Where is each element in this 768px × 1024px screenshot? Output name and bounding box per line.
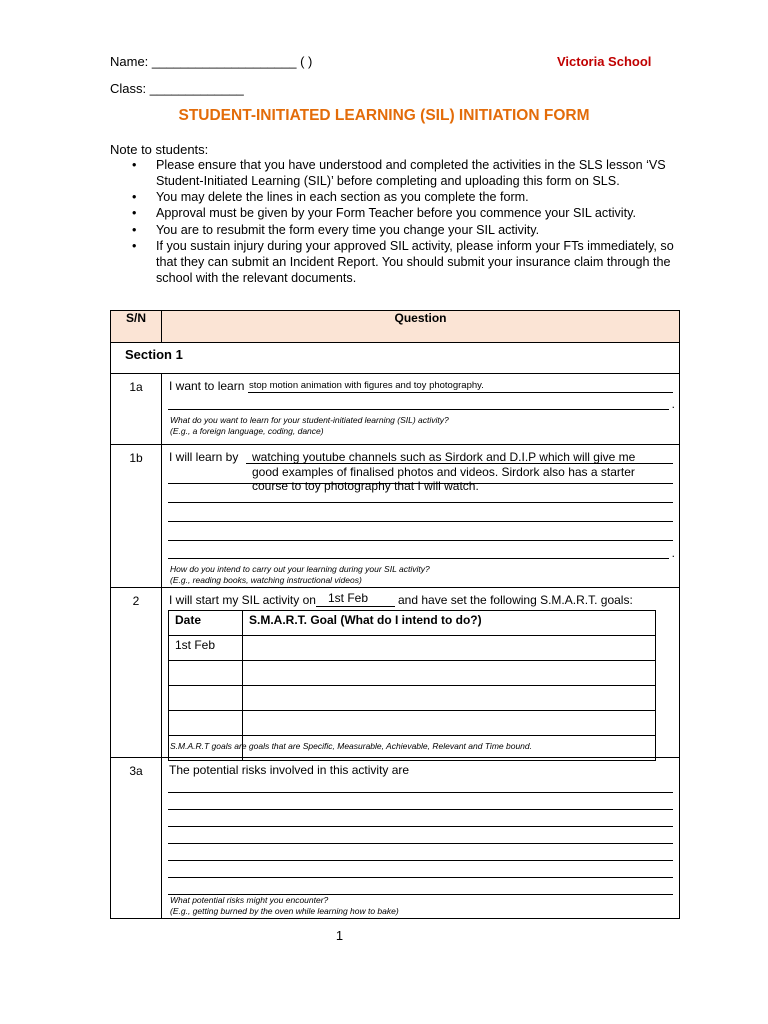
list-item: • Please ensure that you have understood and completed the activities in the SLS lesson ‘VS Student-Initiated Learning (SIL)’ before completing and uploading this form on SLS.	[132, 158, 666, 188]
school-name: Victoria School	[557, 54, 652, 69]
list-item: • Approval must be given by your Form Teacher before you commence your SIL activity.	[132, 206, 636, 221]
q1b-end-mark: .	[671, 546, 675, 560]
smart-goal-cell[interactable]	[243, 636, 656, 661]
list-item: • You are to resubmit the form every time you change your SIL activity.	[132, 222, 540, 237]
table-row	[169, 711, 656, 736]
q1a-prompt: I want to learn	[169, 379, 245, 393]
class-field-label: Class: _____________	[110, 81, 244, 96]
row-number-1a: 1a	[111, 374, 162, 445]
q1b-hint: How do you intend to carry out your learning during your SIL activity?	[170, 564, 430, 574]
column-header-question: Question	[162, 311, 680, 343]
bullet-icon: •	[132, 222, 137, 237]
form-title: STUDENT-INITIATED LEARNING (SIL) INITIATION FORM	[178, 107, 590, 124]
smart-date-cell[interactable]	[169, 711, 243, 736]
q1a-hint: What do you want to learn for your student-initiated learning (SIL) activity?	[170, 415, 449, 425]
sil-form-table	[110, 310, 680, 919]
list-item: • If you sustain injury during your approved SIL activity, please inform your FTs immediately, so that they can submit an Incident Report. You should submit your insurance claim through the school with the relevant documents.	[132, 238, 674, 285]
table-row	[169, 661, 656, 686]
q3a-hint: What potential risks might you encounter?	[170, 895, 329, 905]
page-number: 1	[335, 928, 344, 943]
smart-goal-cell[interactable]	[243, 661, 656, 686]
row-number-2: 2	[111, 588, 162, 758]
table-row	[111, 374, 680, 445]
smart-goals-table	[168, 610, 656, 761]
smart-header-goal: S.M.A.R.T. Goal (What do I intend to do?)	[243, 611, 656, 636]
table-row	[169, 686, 656, 711]
smart-date-cell[interactable]: 1st Feb	[169, 636, 243, 661]
table-row	[169, 636, 656, 661]
smart-goal-cell[interactable]	[243, 686, 656, 711]
q3a-prompt: The potential risks involved in this activity are	[169, 763, 410, 777]
q3a-hint-example: (E.g., getting burned by the oven while learning how to bake)	[170, 906, 399, 916]
q1a-answer[interactable]: stop motion animation with figures and toy photography.	[249, 380, 484, 391]
q2-prompt-continued: and have set the following S.M.A.R.T. goals:	[398, 593, 633, 607]
smart-goal-cell[interactable]	[243, 711, 656, 736]
section-1-heading: Section 1	[111, 343, 680, 374]
notes-heading: Note to students:	[110, 142, 209, 157]
row-number-3a: 3a	[111, 758, 162, 919]
table-row	[111, 445, 680, 588]
row-number-1b: 1b	[111, 445, 162, 588]
bullet-icon: •	[132, 158, 137, 172]
smart-date-cell[interactable]	[169, 686, 243, 711]
table-row	[111, 758, 680, 919]
smart-header-date: Date	[169, 611, 243, 636]
list-item: • You may delete the lines in each section as you complete the form.	[132, 190, 529, 205]
q1b-answer-line-2[interactable]: good examples of finalised photos and videos. Sirdork also has a starter	[252, 465, 635, 479]
q1a-hint-example: (E.g., a foreign language, coding, dance)	[170, 426, 324, 436]
q2-prompt: I will start my SIL activity on	[169, 593, 316, 607]
q2-hint: S.M.A.R.T goals are goals that are Specific, Measurable, Achievable, Relevant and Time bound.	[170, 741, 532, 751]
bullet-icon: •	[132, 190, 137, 205]
q1a-end-mark: .	[671, 397, 675, 411]
bullet-icon: •	[132, 206, 137, 221]
column-header-sn: S/N	[111, 311, 162, 343]
name-field-label: Name: ____________________ ( )	[110, 54, 313, 69]
notes-list	[110, 158, 690, 287]
q1b-answer-line-1[interactable]: watching youtube channels such as Sirdork and D.I.P which will give me	[252, 450, 636, 464]
q2-start-date[interactable]: 1st Feb	[328, 591, 369, 605]
q1b-answer-line-3[interactable]: course to toy photography that I will watch.	[252, 479, 479, 493]
table-row	[111, 588, 680, 758]
q1b-prompt: I will learn by	[169, 450, 239, 464]
smart-date-cell[interactable]	[169, 661, 243, 686]
q1b-hint-example: (E.g., reading books, watching instructional videos)	[170, 575, 362, 585]
bullet-icon: •	[132, 238, 137, 253]
